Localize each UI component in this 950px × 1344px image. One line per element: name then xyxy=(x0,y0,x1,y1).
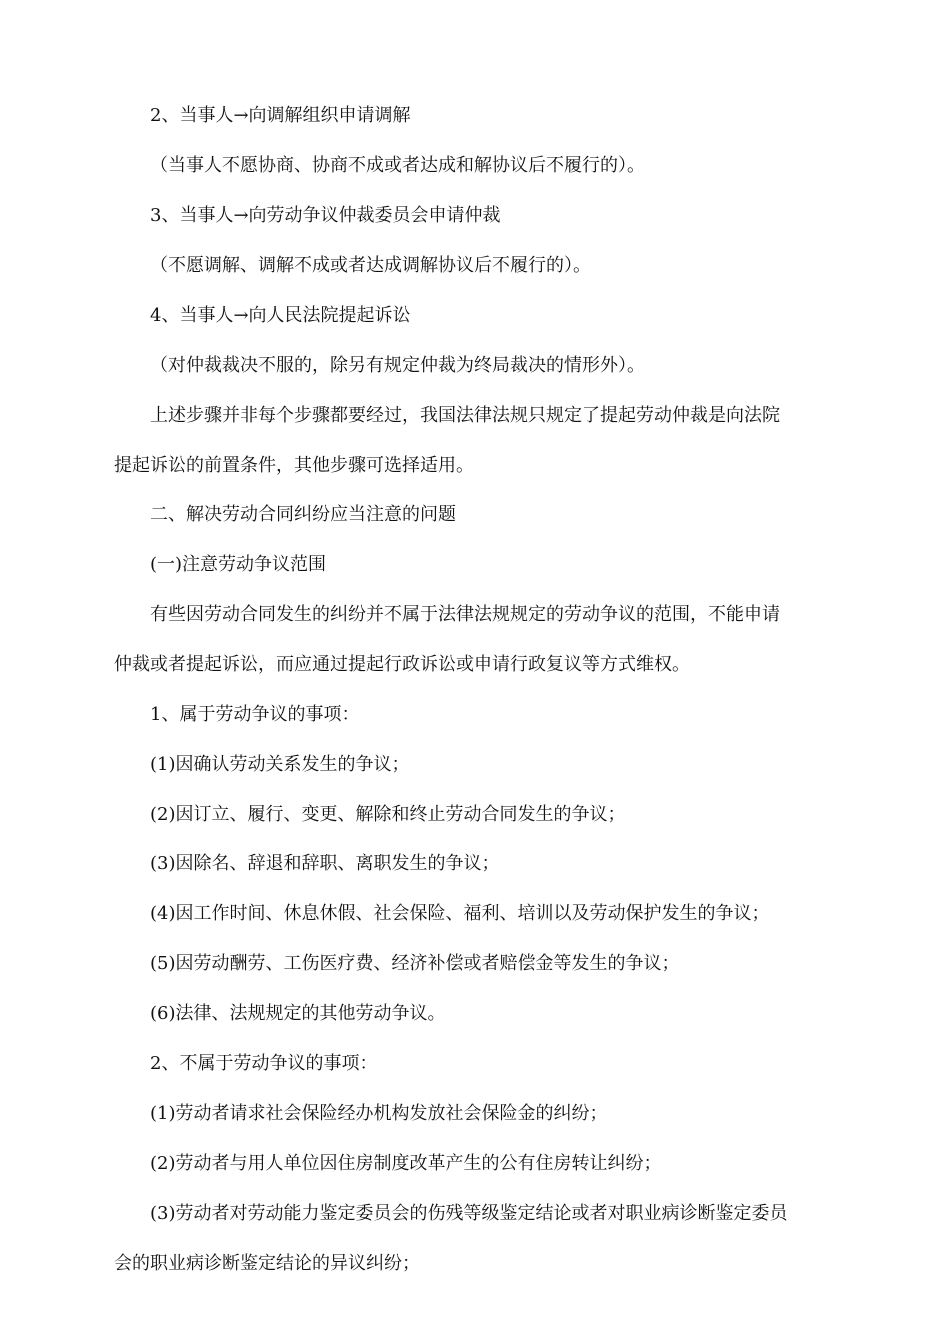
paragraph-scope-line-2: 仲裁或者提起诉讼，而应通过提起行政诉讼或申请行政复议等方式维权。 xyxy=(114,654,690,675)
paragraph-steps-line-2: 提起诉讼的前置条件，其他步骤可选择适用。 xyxy=(114,455,474,476)
paragraph-scope-line-1: 有些因劳动合同发生的纠纷并不属于法律法规规定的劳动争议的范围，不能申请 xyxy=(150,604,780,625)
list-2-item-1: (1)劳动者请求社会保险经办机构发放社会保险金的纠纷； xyxy=(150,1103,608,1124)
list-1-item-6: (6)法律、法规规定的其他劳动争议。 xyxy=(150,1003,446,1024)
list-1-heading: 1、属于劳动争议的事项： xyxy=(150,704,360,725)
paragraph-steps-line-1: 上述步骤并非每个步骤都要经过，我国法律法规只规定了提起劳动仲裁是向法院 xyxy=(150,405,780,426)
list-2-item-3-line-1: (3)劳动者对劳动能力鉴定委员会的伤残等级鉴定结论或者对职业病诊断鉴定委员 xyxy=(150,1203,788,1224)
list-1-item-1: (1)因确认劳动关系发生的争议； xyxy=(150,754,410,775)
step-4-heading: 4、当事人→向人民法院提起诉讼 xyxy=(150,305,411,326)
step-3-heading: 3、当事人→向劳动争议仲裁委员会申请仲裁 xyxy=(150,205,501,226)
list-1-item-3: (3)因除名、辞退和辞职、离职发生的争议； xyxy=(150,853,500,874)
step-4-note: （对仲裁裁决不服的，除另有规定仲裁为终局裁决的情形外）。 xyxy=(150,355,645,376)
list-2-item-3-line-2: 会的职业病诊断鉴定结论的异议纠纷； xyxy=(114,1253,420,1274)
section-2-heading: 二、解决劳动合同纠纷应当注意的问题 xyxy=(150,504,456,525)
list-1-item-4: (4)因工作时间、休息休假、社会保险、福利、培训以及劳动保护发生的争议； xyxy=(150,903,770,924)
list-1-item-2: (2)因订立、履行、变更、解除和终止劳动合同发生的争议； xyxy=(150,804,626,825)
list-1-item-5: (5)因劳动酬劳、工伤医疗费、经济补偿或者赔偿金等发生的争议； xyxy=(150,953,680,974)
subsection-1-heading: (一)注意劳动争议范围 xyxy=(150,554,327,575)
list-2-heading: 2、不属于劳动争议的事项： xyxy=(150,1053,378,1074)
step-2-heading: 2、当事人→向调解组织申请调解 xyxy=(150,105,411,126)
step-3-note: （不愿调解、调解不成或者达成调解协议后不履行的）。 xyxy=(150,255,591,276)
list-2-item-2: (2)劳动者与用人单位因住房制度改革产生的公有住房转让纠纷； xyxy=(150,1153,662,1174)
step-2-note: （当事人不愿协商、协商不成或者达成和解协议后不履行的）。 xyxy=(150,155,645,176)
